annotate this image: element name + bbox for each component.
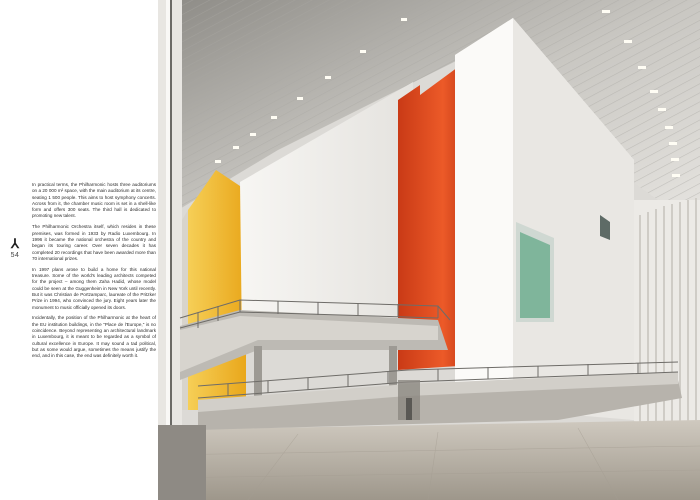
floor [158, 420, 700, 500]
concert-hall-photo [158, 0, 700, 500]
page-number: 54 [10, 252, 20, 259]
article-paragraph: Incidentally, the position of the Philharmonic at the heart of the EU institution buildings, in the "Place de l'Europe," is no coincidence. Beyond representing an architectural landmark in Luxembourg, it is meant to be regarded as a symbol of cultural excellence in Europe. It may sound a tad political, but as some would argue, sometimes the means justify the end, and in this case, the end was definitely worth it. [32, 315, 156, 359]
text-column [0, 0, 158, 500]
article-body [32, 182, 156, 364]
yellow-volume [188, 170, 246, 410]
white-cube-face [455, 18, 513, 410]
article-paragraph: In 1997 plans arose to build a home for this national treasure. Some of the world's leading architects competed for the project – among them Zaha Hadid, whose model could be seen at the Guggenheim in New York until recently. But it was Christian de Portzamparc, laureate of the Pritzker Prize in 1994, who convinced the jury. Eight years later the monument to music officially opened its doors. [32, 266, 156, 310]
foreground-plinth [158, 425, 206, 500]
article-paragraph: The Philharmonic Orchestra itself, which resides in these premises, was formed in 1933 by Radio Luxembourg. In 1996 it became the national orchestra of the country and began its touring career. Over seven decades it has completed 20 recordings that have been awarded more than 70 international prizes. [32, 224, 156, 261]
door-opening [406, 398, 412, 420]
yellow-volume-edge [182, 210, 188, 410]
page-marker-glyph: ⅄ [11, 236, 19, 251]
window-glass [520, 232, 550, 318]
article-paragraph: In practical terms, the Philharmonic hosts three auditoriums on a 20 000 m² space, with the main auditorium at its centre, seating 1 500 people. This aims to host symphony concerts. Across from it, the chamber music room is set in a shell-like form and offers 300 seats. The third hall is dedicated to promoting new talent. [32, 182, 156, 219]
page-marker [7, 238, 23, 259]
